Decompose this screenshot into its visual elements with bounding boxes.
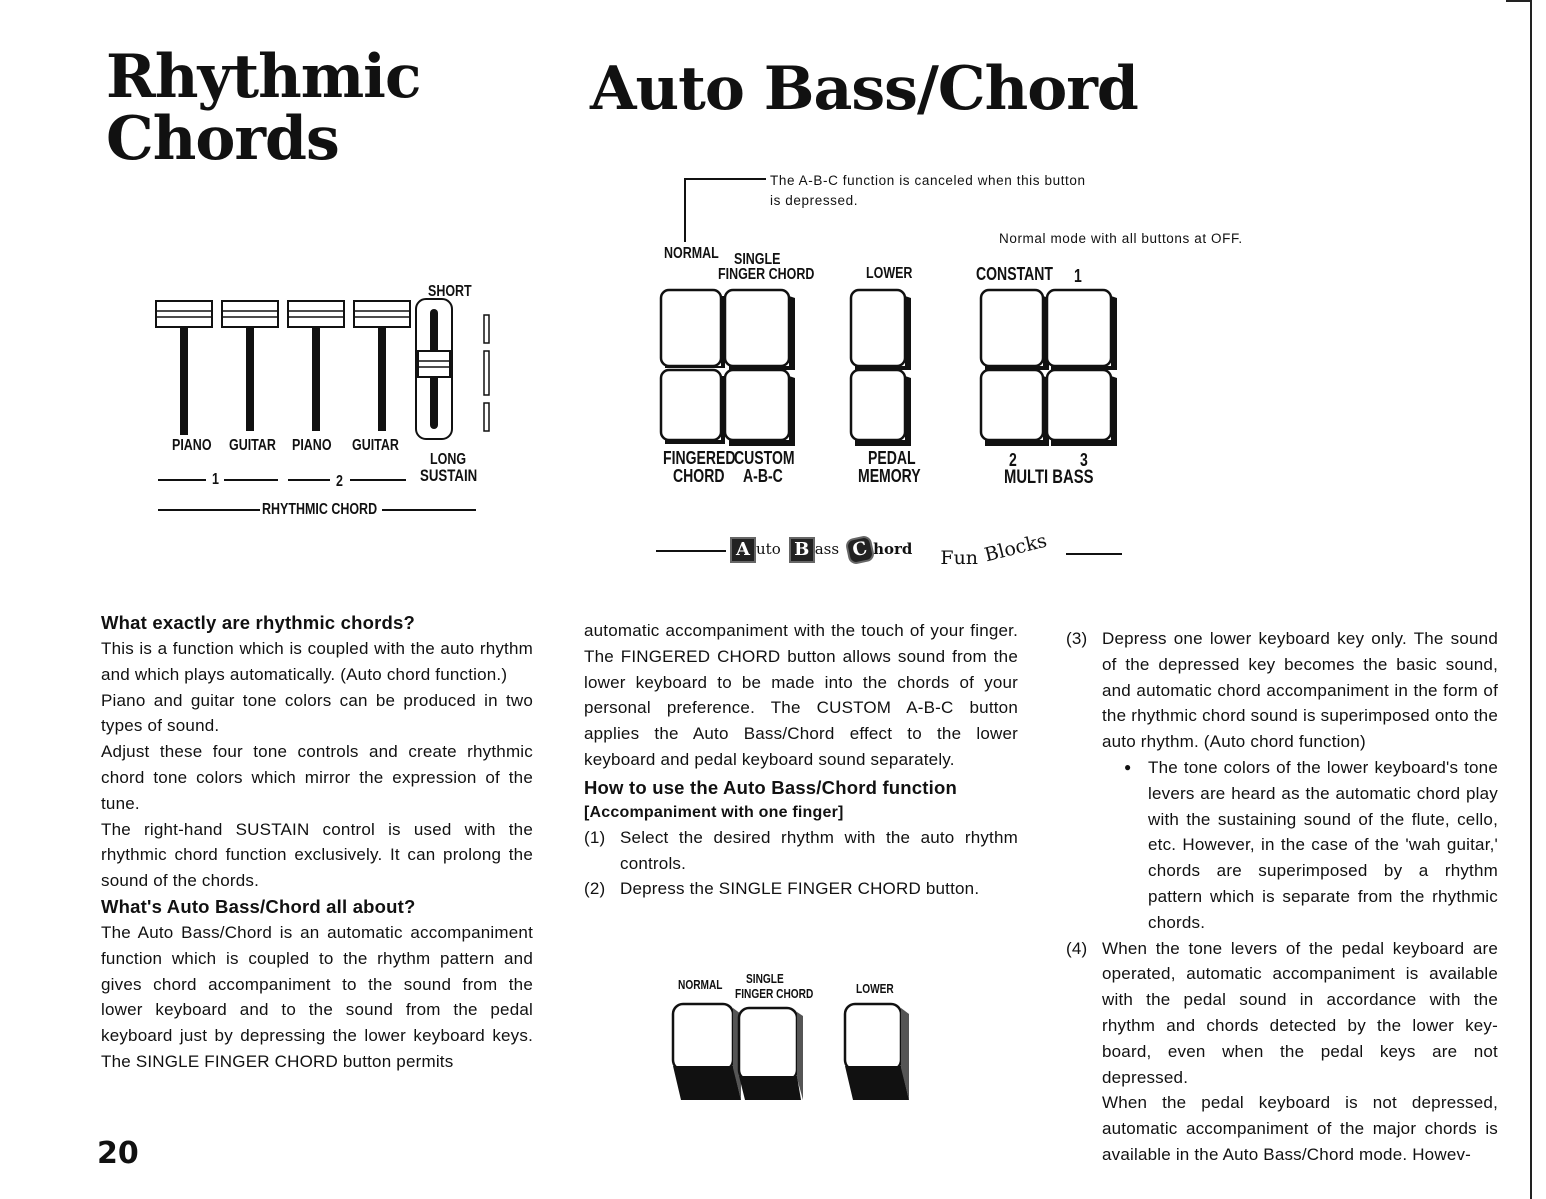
memory-label: MEMORY — [858, 466, 921, 486]
section-title-rhythmic-chords: Rhythmic Chords — [106, 42, 421, 174]
multi-bass-label: MULTI BASS — [1004, 467, 1094, 488]
paragraph: The Auto Bass/Chord is an automatic accompaniment function which is coupled to the rhythm pattern and gives chord accompaniment to the sound from the lower keyboard and to the sound from the pedal keyboard just by depressing the lower keyboard keys. The SINGLE FINGER CHORD button permits — [101, 922, 533, 1071]
page-corner-mark — [1506, 0, 1532, 2]
cancel-note: The A-B-C function is canceled when this button is depressed. — [770, 173, 1086, 208]
custom-label: CUSTOM — [734, 448, 795, 468]
step-number: (2) — [584, 879, 606, 899]
b-block-icon: B — [789, 537, 815, 563]
bullet-icon: ● — [1124, 759, 1132, 774]
fingered-chord-label: CHORD — [673, 466, 725, 486]
step-number: (4) — [1066, 938, 1088, 958]
single-finger-figure — [665, 996, 925, 1108]
paragraph: This is a function which is coupled with the auto rhythm and which plays automatically. (Auto chord function.) — [101, 639, 533, 684]
fig-normal-button — [673, 1004, 741, 1100]
tone-lever-piano-2 — [288, 301, 344, 431]
step-2 — [584, 876, 1018, 902]
c-block-icon: C — [845, 535, 876, 566]
step-text: Depress the SINGLE FINGER CHORD button. — [620, 879, 980, 899]
constant-button — [981, 290, 1049, 370]
tone-lever-piano-1 — [156, 301, 212, 435]
page-title: Auto Bass/Chord — [590, 54, 1138, 124]
tab-label-piano-1: PIANO — [172, 437, 212, 454]
multi-bass-3-button — [1047, 370, 1117, 446]
step-3 — [1066, 626, 1498, 755]
rhythmic-chord-line-right — [382, 509, 476, 511]
fun-blocks-banner — [730, 529, 1050, 569]
fig-finger-chord-label: FINGER CHORD — [735, 986, 814, 1001]
step-text: When the pedal keyboard is not depressed, automatic accompaniment of the major chords is available in the Auto Bass/Chord mode. Howev- — [1102, 1093, 1498, 1164]
rhythmic-chord-label: RHYTHMIC CHORD — [262, 501, 378, 518]
column-2 — [584, 618, 1018, 902]
tone-lever-guitar-1 — [222, 301, 278, 431]
column-1 — [101, 610, 533, 1075]
normal-button — [661, 290, 725, 368]
paragraph: The right-hand SUSTAIN control is used with the rhythmic chord function exclusively. It can prolong the sound of the chords. — [101, 819, 533, 891]
tone-lever-guitar-2 — [354, 301, 410, 431]
fun-text: Fun — [940, 547, 979, 569]
abc-label: A-B-C — [743, 466, 783, 486]
step-1 — [584, 825, 1018, 877]
pedal-label: PEDAL — [868, 448, 916, 468]
rhythmic-chord-sliders-diagram — [150, 285, 510, 455]
lower-button — [851, 290, 911, 370]
fingered-chord-button — [661, 370, 725, 444]
b-block-rest: ass — [814, 540, 840, 558]
group-2-line-right — [350, 479, 406, 481]
page-edge-line — [1530, 0, 1532, 1199]
fig-lower-label: LOWER — [856, 981, 894, 996]
step-text: Select the desired rhythm with the auto rhythm controls. — [620, 827, 1018, 873]
tab-label-guitar-1: GUITAR — [229, 437, 276, 454]
sustain-short-label: SHORT — [428, 283, 472, 300]
fingered-label: FINGERED — [663, 448, 736, 468]
group-1-line-right — [224, 479, 278, 481]
tab-label-piano-2: PIANO — [292, 437, 332, 454]
single-finger-chord-button — [725, 290, 795, 370]
blocks-text: Blocks — [982, 529, 1050, 567]
sustain-slider — [416, 299, 489, 439]
fig-lower-button — [845, 1004, 909, 1100]
heading-rhythmic-chords: What exactly are rhythmic chords? — [101, 612, 415, 633]
paragraph: automatic accompaniment with the touch of your finger. The FINGERED CHORD button allows sound from the lower keyboard to be made into the chords of your personal preference. The CUSTOM A-B-C button applies the Auto Bass/Chord effect to the lower keyboard and pedal keyboard sound separately. — [584, 621, 1018, 769]
normal-label: NORMAL — [664, 245, 719, 262]
fig-single-label: SINGLE — [746, 971, 784, 986]
column-3 — [1066, 626, 1498, 1168]
lower-label: LOWER — [866, 265, 913, 282]
multi-bass-2-label: 2 — [1009, 450, 1017, 470]
bullet-text: The tone colors of the lower keyboard's tone levers are heard as the automatic chord play with the sustaining sound of the flute, cello, etc. However, in the case of the 'wah guitar,' chords are superimposed by a rhythm pattern which is separate from the rhythmic chords. — [1148, 757, 1498, 932]
pedal-memory-button — [851, 370, 911, 446]
paragraph: Adjust these four tone controls and create rhythmic chord tone colors which mirror the expression of the tune. — [101, 742, 533, 813]
a-block-icon: A — [730, 537, 756, 563]
multi-bass-2-button — [981, 370, 1049, 446]
c-block-rest: hord — [873, 540, 913, 558]
cancel-callout-line-h — [684, 178, 766, 180]
group-1-line-left — [158, 479, 206, 481]
page-number: 20 — [97, 1136, 139, 1171]
group-1-label: 1 — [212, 471, 219, 488]
multi-bass-1-button — [1047, 290, 1117, 370]
tab-label-guitar-2: GUITAR — [352, 437, 399, 454]
fig-normal-label: NORMAL — [678, 977, 723, 992]
bullet-item — [1066, 755, 1498, 936]
multi-bass-3-label: 3 — [1080, 450, 1088, 470]
sustain-long-label: LONG — [430, 451, 467, 468]
finger-chord-label: FINGER CHORD — [718, 266, 815, 283]
constant-label: CONSTANT — [976, 264, 1053, 284]
paragraph: Piano and guitar tone colors can be produced in two types of sound. — [101, 690, 533, 736]
sustain-label: SUSTAIN — [420, 466, 478, 485]
step-4-continued — [1066, 1090, 1498, 1167]
step-number: (3) — [1066, 629, 1088, 648]
banner-line-left — [656, 550, 726, 552]
normal-mode-note: Normal mode with all buttons at OFF. — [999, 231, 1243, 246]
heading-auto-bass-chord: What's Auto Bass/Chord all about? — [101, 895, 416, 917]
banner-line-right — [1066, 553, 1122, 555]
heading-how-to-use: How to use the Auto Bass/Chord function — [584, 776, 957, 798]
rhythmic-chord-line-left — [158, 509, 260, 511]
group-2-line-left — [288, 479, 330, 481]
step-text: Depress one lower keyboard key only. The sound of the depressed key becomes the basic sound, and automatic chord accompaniment in the form of the rhythmic chord sound is superimposed onto the auto rhythm. (Auto chord function) — [1102, 629, 1498, 752]
step-text: When the tone levers of the pedal keyboard are operated, automatic accompaniment is available with the pedal sound in accordance with the rhythm and chords detected by the lower key-board, even when the pedal keys are not depressed. — [1102, 938, 1498, 1087]
abc-buttons-diagram — [655, 284, 1125, 450]
multi-bass-1-label: 1 — [1074, 266, 1082, 286]
subheading-one-finger: [Accompaniment with one finger] — [584, 803, 844, 821]
fig-single-finger-button — [739, 1008, 803, 1100]
custom-abc-button — [725, 370, 795, 446]
cancel-callout-line-v — [684, 178, 686, 242]
a-block-rest: uto — [756, 540, 781, 558]
single-label: SINGLE — [734, 251, 781, 268]
group-2-label: 2 — [336, 473, 343, 490]
step-number: (1) — [584, 827, 606, 847]
step-4 — [1066, 936, 1498, 1091]
